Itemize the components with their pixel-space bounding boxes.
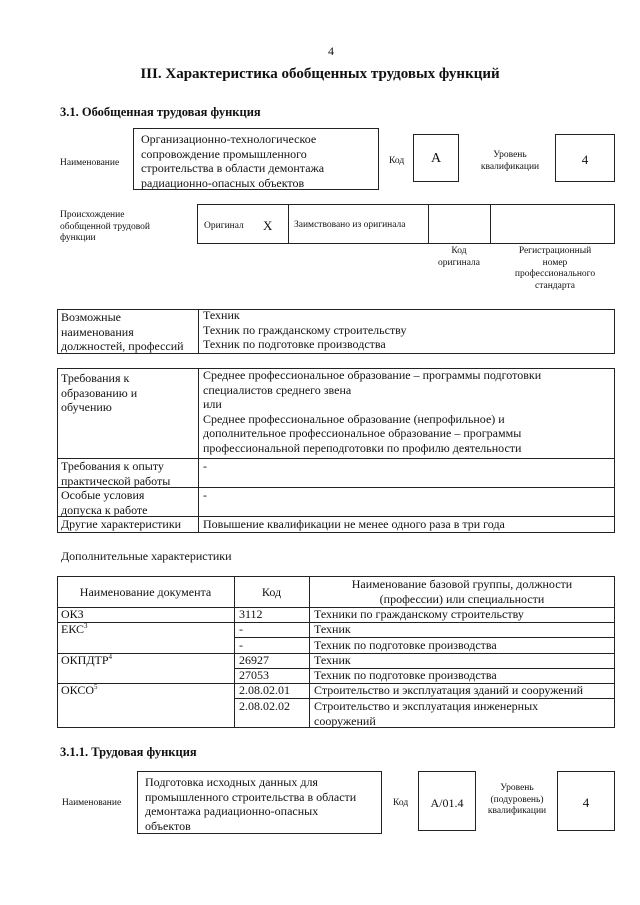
tf-level-value: 4 — [582, 795, 590, 810]
gtf-code-value: А — [430, 151, 442, 166]
add-row-doc: ЕКС$^3$ — [61, 622, 88, 636]
req-education-label: Требования к образованию и обучению — [61, 371, 138, 414]
add-row-name: Строительство и эксплуатация зданий и сооружений — [314, 683, 583, 697]
page-number: 4 — [328, 44, 334, 58]
add-row-code: - — [239, 638, 243, 652]
req-experience-label: Требования к опыту практической работы — [61, 459, 171, 488]
add-row-doc: ОКСО$^5$ — [61, 683, 98, 697]
origin-label: Происхождение обобщенной трудовой функции — [60, 210, 150, 243]
footnote-ref: 5 — [94, 683, 98, 691]
req-other-value: Повышение квалификации не менее одного раза в три года — [203, 517, 505, 531]
add-row-name: Техник по подготовке производства — [314, 668, 497, 682]
gtf-code-box — [413, 134, 459, 182]
gtf-name-box — [133, 128, 379, 190]
add-row-name: Техник по подготовке производства — [314, 638, 497, 652]
tf-code-value: А/01.4 — [430, 796, 464, 810]
section-title: III. Характеристика обобщенных трудовых функций — [140, 66, 500, 82]
footnote-ref: 3 — [84, 622, 88, 630]
gtf-heading: 3.1. Обобщенная трудовая функция — [60, 105, 261, 119]
add-header-name: Наименование базовой группы, должности (профессии) или специальности — [351, 577, 573, 606]
tf-name-box — [137, 771, 382, 834]
gtf-level-box — [555, 134, 615, 182]
add-row-name: Техник — [314, 653, 351, 667]
add-row-doc: ОКЗ — [61, 607, 84, 621]
gtf-code-label: Код — [389, 156, 405, 166]
tf-level-box — [557, 771, 615, 831]
gtf-level-label: Уровень квалификации — [480, 150, 540, 172]
add-row-name: Техник — [314, 622, 351, 636]
add-row-code: 26927 — [239, 653, 269, 667]
origin-box — [197, 204, 615, 244]
positions-values: Техник Техник по гражданскому строительству Техник по подготовке производства — [203, 308, 407, 351]
req-admission-value: - — [203, 488, 207, 502]
tf-name-label: Наименование — [62, 798, 122, 808]
origin-original-label: Оригинал — [204, 221, 244, 231]
tf-code-box — [418, 771, 476, 831]
add-header-code: Код — [261, 585, 282, 599]
tf-code-label: Код — [393, 798, 409, 808]
gtf-name-label: Наименование — [60, 158, 120, 168]
origin-original-mark: X — [263, 218, 273, 233]
req-experience-value: - — [203, 459, 207, 473]
add-row-code: 27053 — [239, 668, 269, 682]
add-row-doc: ОКПДТР$^4$ — [61, 653, 113, 667]
add-row-code: - — [239, 622, 243, 636]
origin-reg-caption: Регистрационный номер профессионального стандарта — [514, 246, 596, 291]
tf-heading: 3.1.1. Трудовая функция — [60, 745, 197, 759]
tf-level-label: Уровень (подуровень) квалификации — [487, 783, 547, 816]
origin-code-caption: Код оригинала — [438, 246, 480, 268]
add-header-doc: Наименование документа — [79, 585, 212, 599]
req-education-value: Среднее профессиональное образование – программы подготовки специалистов среднего звена или Среднее профессиональное образование (непрофильное) и дополнительное профессиональное образование – программы профессиональной переподготовки по профилю деятельности — [203, 368, 542, 455]
req-admission-label: Особые условия допуска к работе — [61, 488, 148, 517]
gtf-level-value: 4 — [581, 152, 589, 167]
gtf-name-value: Организационно-технологическое сопровождение промышленного строительства в области демонтажа радиационно-опасных объектов — [141, 132, 325, 190]
req-other-label: Другие характеристики — [61, 517, 182, 531]
add-row-code: 2.08.02.01 — [239, 683, 290, 697]
additional-title: Дополнительные характеристики — [61, 549, 232, 563]
footnote-ref: 4 — [108, 653, 113, 661]
add-row-name: Техники по гражданскому строительству — [314, 607, 524, 621]
origin-borrowed-label: Заимствовано из оригинала — [294, 220, 406, 230]
add-row-code: 2.08.02.02 — [239, 699, 290, 713]
tf-name-value: Подготовка исходных данных для промышленного строительства в области демонтажа радиационно-опасных объектов — [145, 775, 357, 833]
positions-label: Возможные наименования должностей, профессий — [61, 310, 184, 353]
add-row-name: Строительство и эксплуатация инженерных сооружений — [314, 699, 539, 728]
add-row-code: 3112 — [239, 607, 263, 621]
